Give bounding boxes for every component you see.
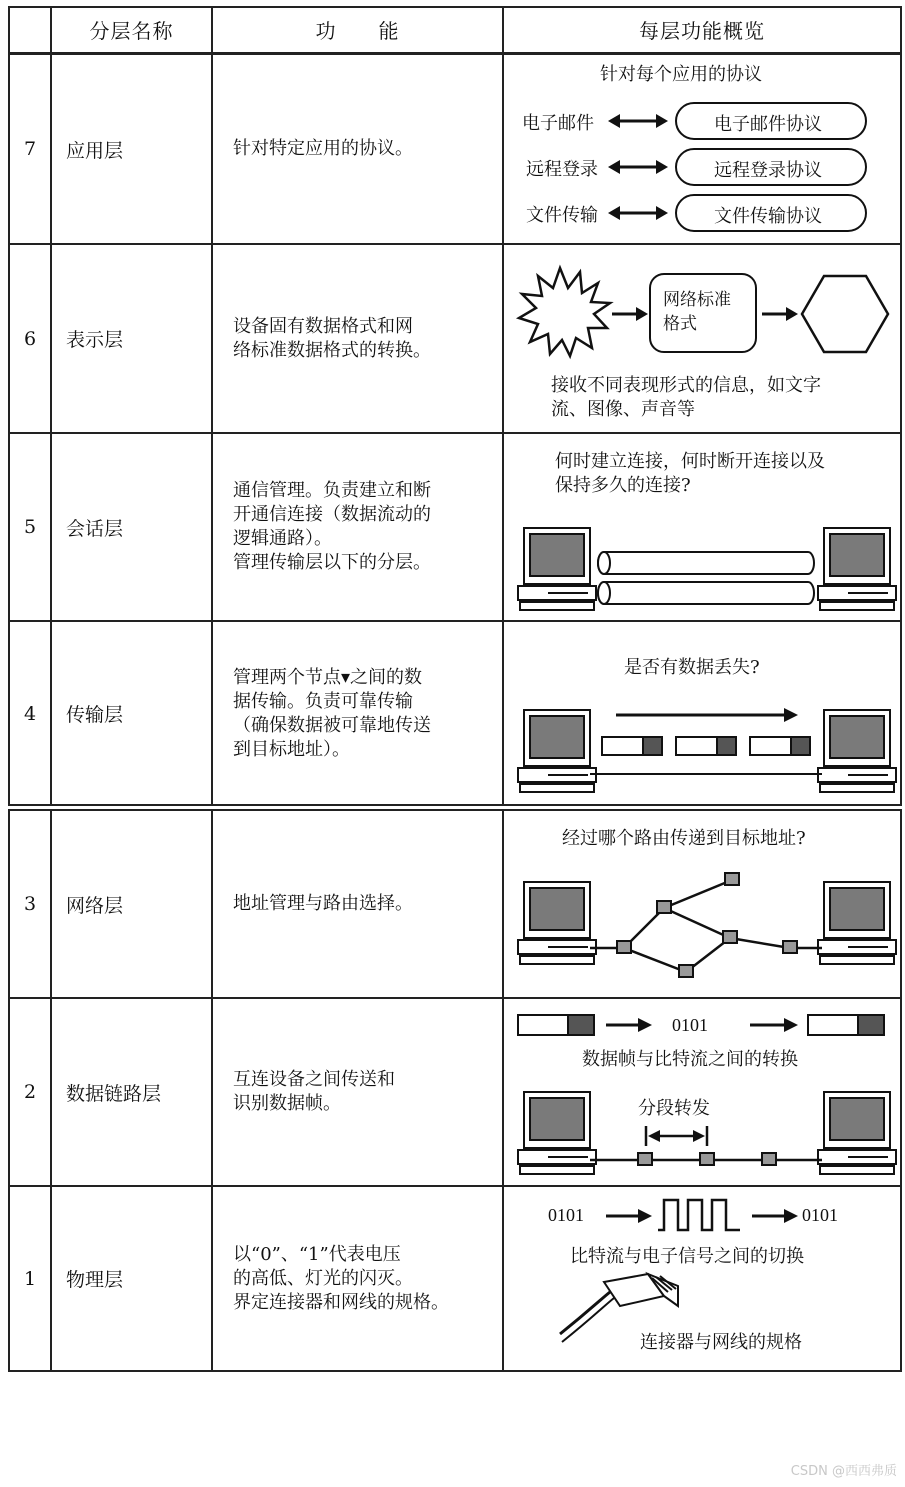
layer-function: 地址管理与路由选择。 bbox=[233, 893, 413, 914]
square-wave-icon bbox=[658, 1200, 740, 1230]
network-caption: 经过哪个路由传递到目标地址? bbox=[562, 828, 806, 849]
header-function: 功 能 bbox=[315, 18, 400, 43]
physical-connector-label: 连接器与网线的规格 bbox=[640, 1332, 802, 1353]
layer-number: 2 bbox=[23, 1081, 37, 1103]
datalink-bits: 0101 bbox=[672, 1015, 708, 1035]
presentation-caption: 接收不同表现形式的信息，如文字 流、图像、声音等 bbox=[551, 375, 821, 420]
layer-number: 7 bbox=[23, 138, 37, 160]
layer-name: 传输层 bbox=[66, 704, 124, 726]
layer-function: 以“0”、“1”代表电压 的高低、灯光的闪灭。 界定连接器和网线的规格。 bbox=[233, 1243, 449, 1313]
layer-number: 6 bbox=[23, 327, 37, 350]
rj45-connector-icon bbox=[560, 1274, 678, 1342]
app-right-remote-protocol: 远程登录协议 bbox=[714, 160, 822, 181]
layer-name: 会话层 bbox=[66, 517, 124, 540]
layer-name: 表示层 bbox=[66, 329, 124, 351]
layer-name: 应用层 bbox=[66, 139, 124, 162]
physical-caption: 比特流与电子信号之间的切换 bbox=[570, 1246, 804, 1267]
layer-number: 4 bbox=[23, 702, 37, 725]
layer-number: 3 bbox=[23, 893, 37, 915]
physical-bits-in: 0101 bbox=[548, 1205, 584, 1225]
session-caption: 何时建立连接，何时断开连接以及 保持多久的连接? bbox=[555, 451, 825, 496]
layer-number: 5 bbox=[23, 516, 37, 538]
layer-function: 管理两个节点▾之间的数 据传输。负责可靠传输 （确保数据被可靠地传送 到目标地址）。 bbox=[233, 666, 431, 760]
layer-name: 物理层 bbox=[66, 1269, 124, 1291]
layer-function: 通信管理。负责建立和断 开通信连接（数据流动的 逻辑通路）。 管理传输层以下的分层。 bbox=[233, 480, 431, 573]
layer-function: 针对特定应用的协议。 bbox=[233, 138, 413, 159]
app-left-email: 电子邮件 bbox=[522, 113, 594, 134]
app-left-ftp: 文件传输 bbox=[526, 205, 598, 226]
watermark: CSDN @西西弗质 bbox=[790, 1464, 897, 1479]
network-standard-format-label: 网络标准 格式 bbox=[663, 290, 731, 334]
datalink-caption: 数据帧与比特流之间的转换 bbox=[582, 1049, 798, 1070]
header-name: 分层名称 bbox=[89, 18, 174, 43]
app-right-email-protocol: 电子邮件协议 bbox=[714, 114, 822, 135]
header-overview: 每层功能概览 bbox=[639, 18, 765, 43]
layer-name: 数据链路层 bbox=[66, 1082, 162, 1105]
app-right-ftp-protocol: 文件传输协议 bbox=[714, 206, 822, 227]
layer-function: 设备固有数据格式和网 络标准数据格式的转换。 bbox=[233, 315, 431, 361]
app-left-remote: 远程登录 bbox=[526, 159, 598, 180]
datalink-segment-label: 分段转发 bbox=[638, 1098, 710, 1119]
layer-number: 1 bbox=[23, 1267, 37, 1290]
app-overview-title: 针对每个应用的协议 bbox=[600, 64, 762, 85]
transport-caption: 是否有数据丢失? bbox=[624, 657, 760, 678]
layer-function: 互连设备之间传送和 识别数据帧。 bbox=[233, 1069, 395, 1114]
layer-name: 网络层 bbox=[66, 894, 124, 917]
physical-bits-out: 0101 bbox=[802, 1205, 838, 1225]
